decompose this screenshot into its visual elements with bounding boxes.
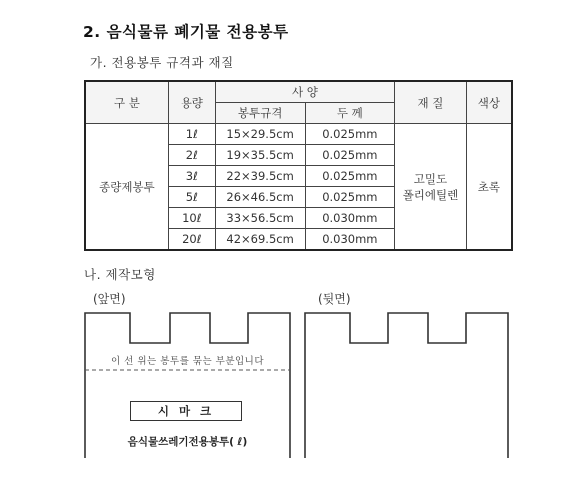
back-label: (뒷면) — [318, 292, 351, 306]
header-color: 색상 — [466, 81, 512, 124]
header-thickness: 두 께 — [305, 103, 395, 124]
size-cell: 19×35.5cm — [215, 145, 305, 166]
capacity-cell: 3ℓ — [168, 166, 215, 187]
tie-line-text: 이 선 위는 봉투를 묶는 부분입니다 — [110, 356, 265, 367]
back-bag-outline — [305, 313, 508, 458]
size-cell: 42×69.5cm — [215, 229, 305, 251]
subsection-spec-title: 가. 전용봉투 규격과 재질 — [90, 55, 234, 70]
front-label: (앞면) — [93, 292, 126, 306]
thickness-cell: 0.030mm — [305, 229, 395, 251]
material-line-2: 폴리에틸렌 — [402, 187, 459, 202]
color-cell: 초록 — [466, 124, 512, 251]
header-material: 재 질 — [395, 81, 467, 124]
bag-name-label: 음식물쓰레기전용봉투( ℓ) — [127, 436, 248, 448]
capacity-cell: 5ℓ — [168, 187, 215, 208]
size-cell: 15×29.5cm — [215, 124, 305, 145]
thickness-cell: 0.025mm — [305, 187, 395, 208]
thickness-cell: 0.025mm — [305, 124, 395, 145]
header-category: 구 분 — [85, 81, 168, 124]
subsection-model-title: 나. 제작모형 — [84, 267, 156, 282]
size-cell: 22×39.5cm — [215, 166, 305, 187]
size-cell: 26×46.5cm — [215, 187, 305, 208]
size-cell: 33×56.5cm — [215, 208, 305, 229]
capacity-cell: 2ℓ — [168, 145, 215, 166]
material-line-1: 고밀도 — [413, 171, 448, 186]
section-title: 2. 음식물류 폐기물 전용봉투 — [83, 23, 289, 41]
capacity-cell: 20ℓ — [168, 229, 215, 251]
header-size: 봉투규격 — [215, 103, 305, 124]
mark-box: 시 마 크 — [130, 401, 242, 421]
capacity-cell: 1ℓ — [168, 124, 215, 145]
thickness-cell: 0.025mm — [305, 145, 395, 166]
thickness-cell: 0.030mm — [305, 208, 395, 229]
header-capacity: 용량 — [168, 81, 215, 124]
capacity-cell: 10ℓ — [168, 208, 215, 229]
thickness-cell: 0.025mm — [305, 166, 395, 187]
category-cell: 종량제봉투 — [85, 124, 168, 251]
header-spec: 사 양 — [215, 81, 395, 103]
